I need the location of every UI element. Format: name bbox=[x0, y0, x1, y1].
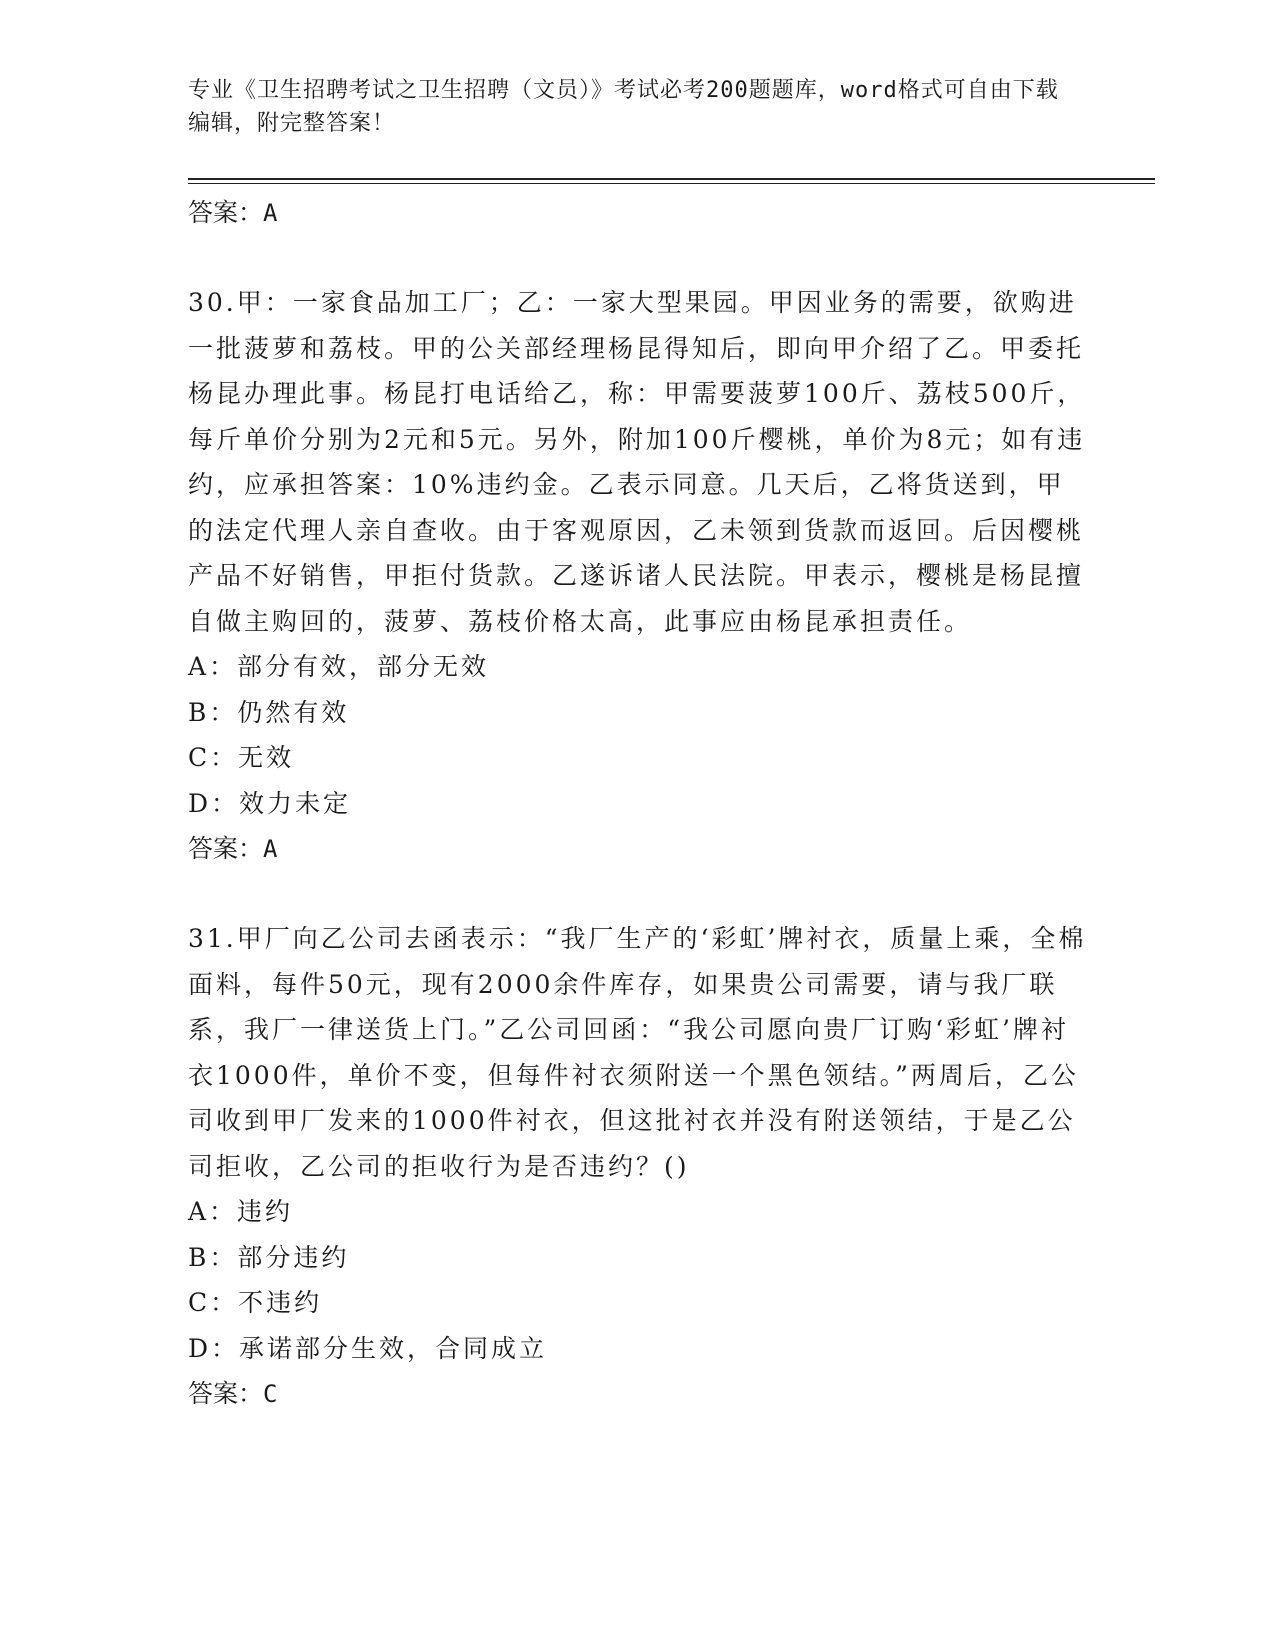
option-d: D：承诺部分生效，合同成立 bbox=[188, 1333, 548, 1363]
question-block bbox=[188, 280, 1088, 872]
answer-label: 答案： bbox=[188, 198, 264, 227]
answer-line bbox=[188, 190, 1088, 236]
option-b: B：部分违约 bbox=[188, 1242, 350, 1272]
option-b: B：仍然有效 bbox=[188, 697, 350, 727]
header-divider-thick bbox=[188, 178, 1155, 180]
option-c: C：不违约 bbox=[188, 1288, 323, 1317]
answer-label: 答案： bbox=[188, 1379, 264, 1408]
question-block bbox=[188, 916, 1088, 1417]
option-a: A：部分有效，部分无效 bbox=[188, 652, 490, 681]
option-d: D：效力未定 bbox=[188, 788, 352, 818]
header-divider-thin bbox=[188, 183, 1155, 184]
answer-label: 答案： bbox=[188, 834, 264, 863]
question-text: 31.甲厂向乙公司去函表示：“我厂生产的‘彩虹’牌衬衣，质量上乘，全棉面料，每件50元，现有2000余件库存，如果贵公司需要，请与我厂联系，我厂一律送货上门。”乙公司回函：“我公司愿向贵厂订购‘彩虹’牌衬衣1000件，单价不变，但每件衬衣须附送一个黑色领结。”两周后，乙公司收到甲厂发来的1000件衬衣，但这批衬衣并没有附送领结，于是乙公司拒收，乙公司的拒收行为是否违约？() bbox=[188, 924, 1087, 1181]
document-body bbox=[188, 190, 1088, 1417]
spacer bbox=[188, 236, 1088, 280]
answer-line bbox=[188, 826, 1088, 872]
spacer bbox=[188, 872, 1088, 916]
answer-value: C bbox=[263, 1380, 278, 1408]
option-c: C：无效 bbox=[188, 743, 295, 772]
answer-line bbox=[188, 1371, 1088, 1417]
question-text: 30.甲：一家食品加工厂；乙：一家大型果园。甲因业务的需要，欲购进一批菠萝和荔枝。甲的公关部经理杨昆得知后，即向甲介绍了乙。甲委托杨昆办理此事。杨昆打电话给乙，称：甲需要菠萝100斤、荔枝500斤，每斤单价分别为2元和5元。另外，附加100斤樱桃，单价为8元；如有违约，应承担答案：10%违约金。乙表示同意。几天后，乙将货送到，甲的法定代理人亲自查收。由于客观原因，乙未领到货款而返回。后因樱桃产品不好销售，甲拒付货款。乙遂诉诸人民法院。甲表示，樱桃是杨昆擅自做主购回的，菠萝、荔枝价格太高，此事应由杨昆承担责任。 bbox=[188, 288, 1086, 636]
page-header: 专业《卫生招聘考试之卫生招聘（文员）》考试必考200题题库，word格式可自由下载编辑，附完整答案！ bbox=[188, 78, 1059, 136]
answer-value: A bbox=[263, 199, 278, 227]
option-a: A：违约 bbox=[188, 1197, 294, 1226]
answer-value: A bbox=[263, 835, 278, 863]
